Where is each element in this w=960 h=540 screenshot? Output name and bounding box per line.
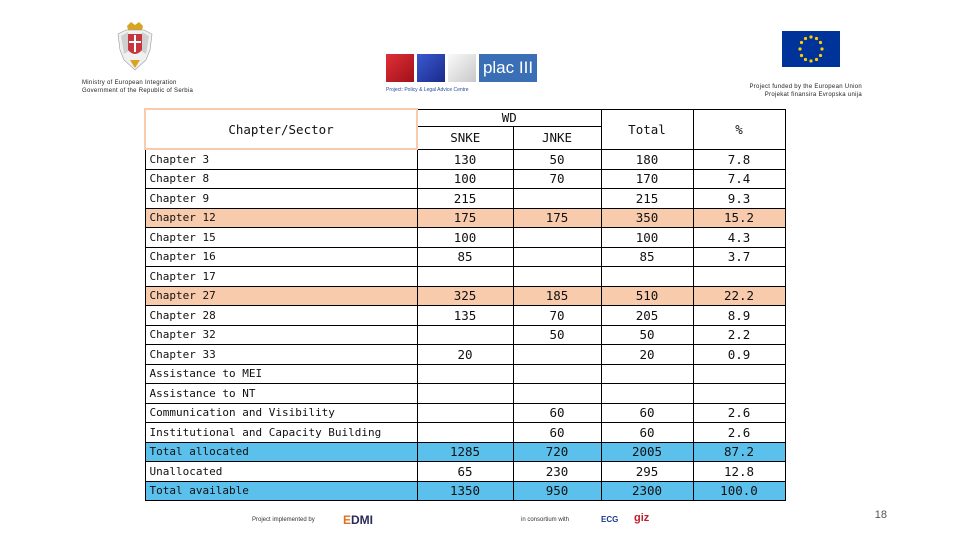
eu-funding-caption — [749, 83, 862, 99]
row-label: Chapter 32 — [145, 325, 417, 345]
row-jnke — [513, 364, 601, 384]
row-label: Chapter 17 — [145, 267, 417, 287]
plac-text-block — [479, 54, 537, 82]
row-snke: 65 — [417, 462, 513, 482]
serbia-coat-of-arms — [116, 20, 154, 72]
header-jnke: JNKE — [513, 126, 601, 149]
row-label: Chapter 9 — [145, 189, 417, 209]
row-total: 20 — [601, 345, 693, 365]
row-total: 170 — [601, 169, 693, 189]
header-chapter-sector: Chapter/Sector — [145, 109, 417, 149]
row-jnke: 70 — [513, 169, 601, 189]
header-total: Total — [601, 109, 693, 149]
allocation-table — [144, 108, 878, 501]
row-snke — [417, 384, 513, 404]
header-snke: SNKE — [417, 126, 513, 149]
row-label: Chapter 16 — [145, 247, 417, 267]
row-snke: 130 — [417, 149, 513, 169]
ecg-logo-text: ECG — [601, 515, 619, 524]
table-row — [145, 208, 877, 228]
row-label: Communication and Visibility — [145, 403, 417, 423]
row-snke: 100 — [417, 169, 513, 189]
plac-tagline: Project: Policy & Legal Advice Centre — [386, 87, 469, 93]
header-wd: WD — [417, 109, 601, 126]
row-jnke: 230 — [513, 462, 601, 482]
dmi-logo-mark: E — [343, 513, 352, 527]
plac-logo-text: plac — [482, 58, 515, 77]
row-total — [601, 267, 693, 287]
row-total: 350 — [601, 208, 693, 228]
row-snke: 135 — [417, 306, 513, 326]
implemented-by-label: Project implemented by — [252, 517, 315, 523]
row-percent — [693, 364, 785, 384]
ministry-caption — [82, 79, 193, 95]
table-row — [145, 247, 877, 267]
table-row — [145, 169, 877, 189]
row-jnke: 70 — [513, 306, 601, 326]
eu-line2: Projekat finansira Evropska unija — [764, 92, 862, 98]
eu-line1: Project funded by the European Union — [749, 84, 862, 90]
row-percent: 2.6 — [693, 403, 785, 423]
ministry-line1: Ministry of European Integration — [82, 80, 177, 86]
row-snke: 100 — [417, 228, 513, 248]
plac-logo-numeral: III — [518, 58, 534, 77]
table-row — [145, 286, 877, 306]
table-row — [145, 189, 877, 209]
row-total — [601, 364, 693, 384]
plac-logo — [386, 54, 538, 86]
row-percent: 2.6 — [693, 423, 785, 443]
row-label: Chapter 8 — [145, 169, 417, 189]
row-jnke: 50 — [513, 149, 601, 169]
row-percent: 4.3 — [693, 228, 785, 248]
table-row — [145, 345, 877, 365]
plac-red-block — [386, 54, 414, 82]
table-body — [145, 149, 877, 501]
row-snke: 1350 — [417, 481, 513, 501]
row-jnke — [513, 247, 601, 267]
row-snke: 215 — [417, 189, 513, 209]
ecg-logo — [601, 515, 618, 524]
row-label: Chapter 27 — [145, 286, 417, 306]
row-total: 100 — [601, 228, 693, 248]
row-total: 180 — [601, 149, 693, 169]
row-label: Total available — [145, 481, 417, 501]
row-label: Assistance to MEI — [145, 364, 417, 384]
table-row — [145, 384, 877, 404]
table-row — [145, 423, 877, 443]
row-jnke: 50 — [513, 325, 601, 345]
row-total: 85 — [601, 247, 693, 267]
giz-logo-text: giz — [634, 512, 650, 524]
row-jnke: 60 — [513, 423, 601, 443]
row-snke: 85 — [417, 247, 513, 267]
row-percent: 3.7 — [693, 247, 785, 267]
row-label: Chapter 33 — [145, 345, 417, 365]
header-percent: % — [693, 109, 785, 149]
table-row — [145, 442, 877, 462]
row-total: 60 — [601, 403, 693, 423]
table-row — [145, 306, 877, 326]
row-percent: 0.9 — [693, 345, 785, 365]
row-total: 60 — [601, 423, 693, 443]
row-jnke — [513, 228, 601, 248]
row-jnke: 950 — [513, 481, 601, 501]
row-total: 2300 — [601, 481, 693, 501]
row-total: 510 — [601, 286, 693, 306]
row-percent: 9.3 — [693, 189, 785, 209]
row-percent: 87.2 — [693, 442, 785, 462]
dmi-logo — [343, 513, 373, 527]
row-snke: 175 — [417, 208, 513, 228]
row-percent: 7.4 — [693, 169, 785, 189]
row-snke — [417, 325, 513, 345]
table-row — [145, 267, 877, 287]
row-percent — [693, 267, 785, 287]
ministry-line2: Government of the Republic of Serbia — [82, 88, 194, 94]
row-snke — [417, 403, 513, 423]
table-row — [145, 364, 877, 384]
row-jnke: 185 — [513, 286, 601, 306]
row-snke: 1285 — [417, 442, 513, 462]
row-jnke: 720 — [513, 442, 601, 462]
row-jnke: 175 — [513, 208, 601, 228]
row-percent — [693, 384, 785, 404]
plac-blue-block — [417, 54, 445, 82]
consortium-label: in consortium with — [521, 517, 570, 523]
row-label: Institutional and Capacity Building — [145, 423, 417, 443]
row-label: Chapter 28 — [145, 306, 417, 326]
row-snke — [417, 267, 513, 287]
row-snke: 325 — [417, 286, 513, 306]
row-snke — [417, 423, 513, 443]
row-label: Total allocated — [145, 442, 417, 462]
plac-white-block — [448, 54, 476, 82]
row-label: Chapter 3 — [145, 149, 417, 169]
giz-logo — [634, 512, 649, 524]
table-row — [145, 228, 877, 248]
table-row — [145, 462, 877, 482]
row-total: 215 — [601, 189, 693, 209]
table-row — [145, 325, 877, 345]
row-percent: 100.0 — [693, 481, 785, 501]
row-snke: 20 — [417, 345, 513, 365]
row-total: 205 — [601, 306, 693, 326]
row-percent: 22.2 — [693, 286, 785, 306]
row-label: Unallocated — [145, 462, 417, 482]
row-jnke — [513, 189, 601, 209]
row-label: Assistance to NT — [145, 384, 417, 404]
row-percent: 12.8 — [693, 462, 785, 482]
table-row — [145, 403, 877, 423]
table-row — [145, 481, 877, 501]
row-percent: 7.8 — [693, 149, 785, 169]
row-label: Chapter 12 — [145, 208, 417, 228]
row-jnke — [513, 384, 601, 404]
eu-flag — [782, 31, 840, 67]
row-total: 50 — [601, 325, 693, 345]
row-snke — [417, 364, 513, 384]
page-number: 18 — [874, 509, 887, 521]
header-row-1 — [145, 109, 877, 126]
row-total — [601, 384, 693, 404]
row-jnke — [513, 267, 601, 287]
row-percent: 2.2 — [693, 325, 785, 345]
row-label: Chapter 15 — [145, 228, 417, 248]
row-jnke — [513, 345, 601, 365]
row-total: 295 — [601, 462, 693, 482]
table-row — [145, 149, 877, 169]
dmi-logo-text: DMI — [351, 513, 374, 527]
row-jnke: 60 — [513, 403, 601, 423]
row-percent: 15.2 — [693, 208, 785, 228]
row-total: 2005 — [601, 442, 693, 462]
row-percent: 8.9 — [693, 306, 785, 326]
